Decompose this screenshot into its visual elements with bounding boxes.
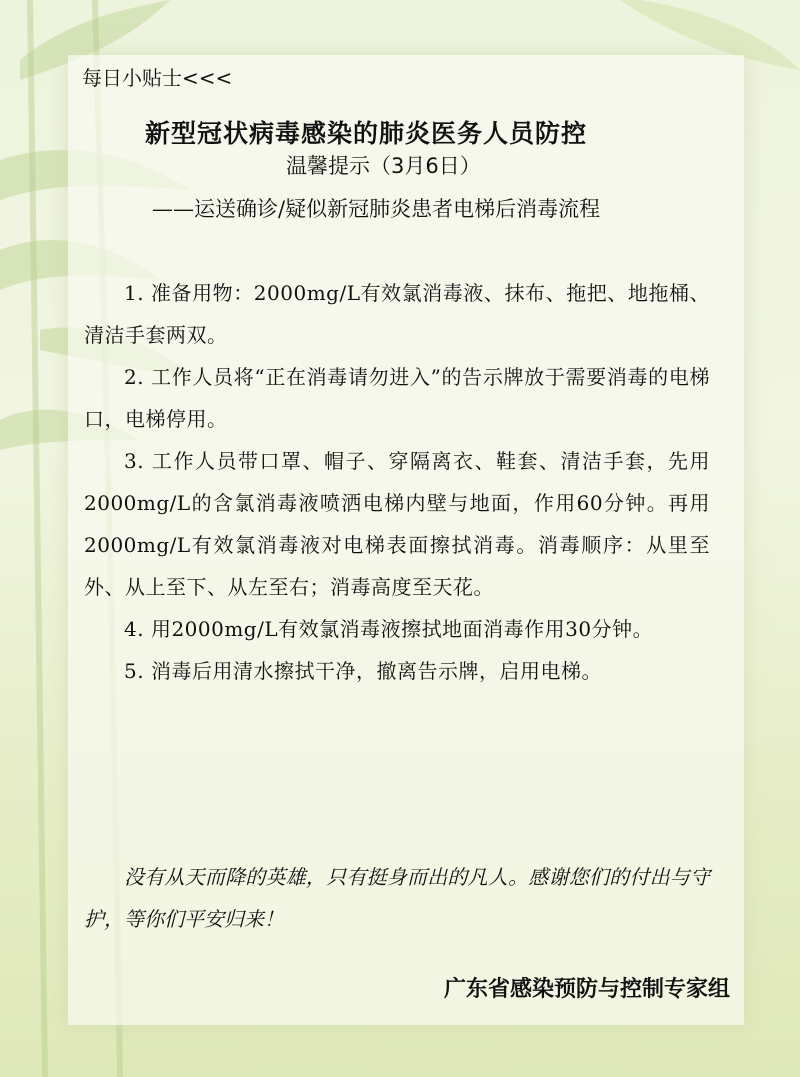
page-subtitle: 温馨提示（3月6日） — [286, 154, 481, 178]
step-item: 1. 准备用物：2000mg/L有效氯消毒液、抹布、拖把、地拖桶、清洁手套两双。 — [84, 281, 710, 347]
signature: 广东省感染预防与控制专家组 — [443, 977, 730, 1002]
procedure-heading: ——运送确诊/疑似新冠肺炎患者电梯后消毒流程 — [152, 197, 601, 221]
step-item: 3. 工作人员带口罩、帽子、穿隔离衣、鞋套、清洁手套，先用2000mg/L的含氯消毒液喷洒电梯内壁与地面，作用60分钟。再用2000mg/L有效氯消毒液对电梯表面擦拭消毒。消毒顺序：从里至外、从上至下、从左至右；消毒高度至天花。 — [84, 449, 710, 599]
step-item: 5. 消毒后用清水擦拭干净，撤离告示牌，启用电梯。 — [124, 659, 602, 683]
step-item: 4. 用2000mg/L有效氯消毒液擦拭地面消毒作用30分钟。 — [124, 617, 654, 641]
step-item: 2. 工作人员将“正在消毒请勿进入”的告示牌放于需要消毒的电梯口，电梯停用。 — [84, 365, 710, 431]
page-title: 新型冠状病毒感染的肺炎医务人员防控 — [145, 119, 588, 148]
closing-message: 没有从天而降的英雄，只有挺身而出的凡人。感谢您们的付出与守护，等你们平安归来！ — [84, 865, 710, 931]
daily-tip-label: 每日小贴士<<< — [82, 66, 233, 90]
procedure-steps — [84, 272, 710, 692]
